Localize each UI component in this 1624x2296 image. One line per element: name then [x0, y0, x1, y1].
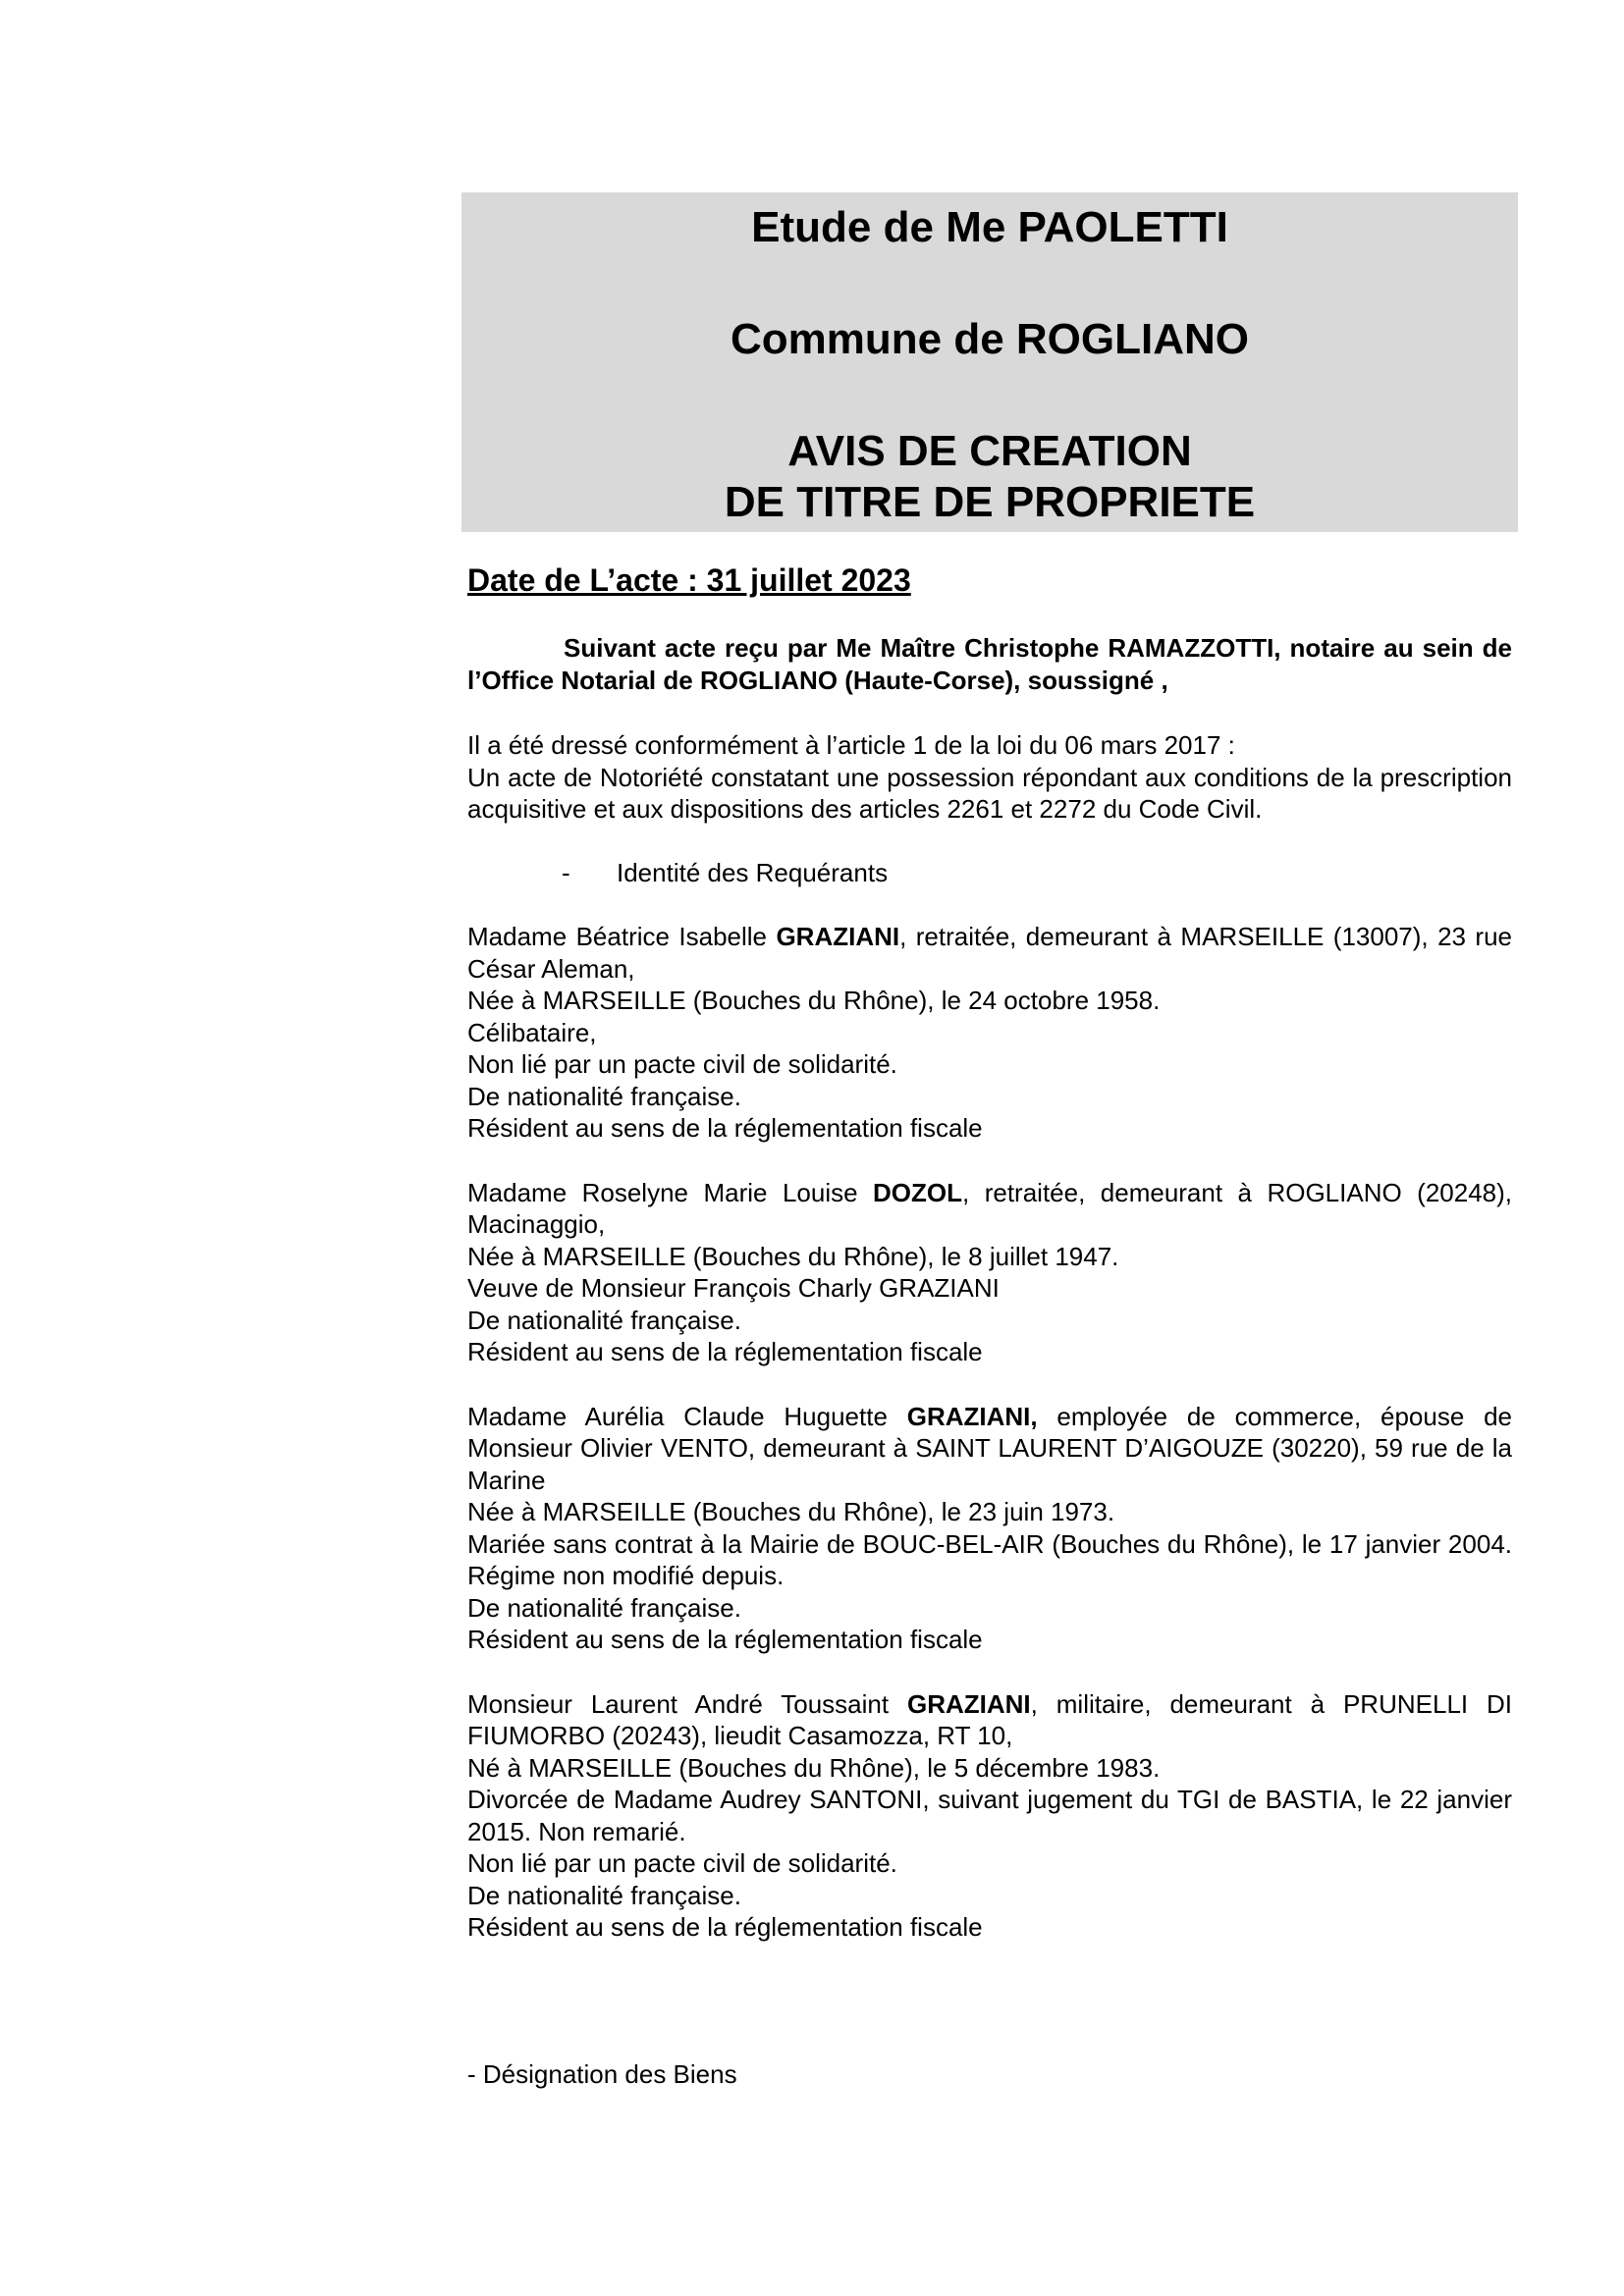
person-identity: Madame Béatrice Isabelle GRAZIANI, retraitée, demeurant à MARSEILLE (13007), 23 rue César Aleman, [467, 922, 1513, 984]
person-surname: DOZOL [873, 1177, 963, 1207]
person-block [467, 921, 1512, 1145]
person-detail: Résident au sens de la réglementation fiscale [467, 1625, 983, 1654]
avis-title-line1: AVIS DE CREATION [787, 427, 1192, 475]
avis-title-line2: DE TITRE DE PROPRIETE [724, 478, 1256, 526]
person-detail: Résident au sens de la réglementation fiscale [467, 1337, 983, 1366]
person-detail: Née à MARSEILLE (Bouches du Rhône), le 24 octobre 1958. [467, 986, 1161, 1015]
person-detail: Né à MARSEILLE (Bouches du Rhône), le 5 décembre 1983. [467, 1752, 1161, 1783]
section-requerants-label: Identité des Requérants [617, 857, 889, 887]
intro-paragraph: Suivant acte reçu par Me Maître Christophe RAMAZZOTTI, notaire au sein de l’Office Notarial de ROGLIANO (Haute-Corse), soussigné , [467, 633, 1512, 695]
commune-title: Commune de ROGLIANO [730, 315, 1250, 363]
notoriete-paragraph: Un acte de Notoriété constatant une possession répondant aux conditions de la prescription acquisitive et aux dispositions des articles 2261 et 2272 du Code Civil. [467, 762, 1512, 824]
section-requerants [467, 857, 1512, 889]
person-detail: Non lié par un pacte civil de solidarité. [467, 1049, 897, 1079]
person-identity: Madame Roselyne Marie Louise DOZOL, retraitée, demeurant à ROGLIANO (20248), Macinaggio, [467, 1177, 1513, 1239]
person-detail: De nationalité française. [467, 1081, 741, 1111]
person-detail: Non lié par un pacte civil de solidarité. [467, 1848, 897, 1878]
person-detail: De nationalité française. [467, 1880, 741, 1910]
person-block [467, 1401, 1512, 1656]
document-body [467, 561, 1512, 1944]
dresse-block [467, 729, 1512, 826]
person-detail: Née à MARSEILLE (Bouches du Rhône), le 23 juin 1973. [467, 1497, 1115, 1526]
person-detail: Mariée sans contrat à la Mairie de BOUC-BEL-AIR (Bouches du Rhône), le 17 janvier 2004. Régime non modifié depuis. [467, 1528, 1512, 1590]
person-detail: Résident au sens de la réglementation fiscale [467, 1912, 983, 1942]
person-detail: Née à MARSEILLE (Bouches du Rhône), le 8 juillet 1947. [467, 1241, 1119, 1271]
person-surname: GRAZIANI, [906, 1401, 1038, 1431]
person-identity: Madame Aurélia Claude Huguette GRAZIANI, employée de commerce, épouse de Monsieur Olivier VENTO, demeurant à SAINT LAURENT D’AIGOUZE (30220), 59 rue de la Marine [467, 1401, 1512, 1495]
person-detail: Veuve de Monsieur François Charly GRAZIANI [467, 1273, 1000, 1303]
etude-title: Etude de Me PAOLETTI [751, 203, 1228, 251]
person-detail: Résident au sens de la réglementation fiscale [467, 1113, 983, 1143]
person-block [467, 1688, 1512, 1944]
dresse-line: Il a été dressé conformément à l’article 1 de la loi du 06 mars 2017 : [467, 730, 1235, 760]
person-detail: De nationalité française. [467, 1305, 741, 1335]
person-identity: Monsieur Laurent André Toussaint GRAZIANI, militaire, demeurant à PRUNELLI DI FIUMORBO (20243), lieudit Casamozza, RT 10, [467, 1688, 1513, 1750]
header-box [461, 192, 1518, 532]
person-detail: Célibataire, [467, 1017, 597, 1047]
person-surname: GRAZIANI [906, 1688, 1031, 1719]
designation-biens: - Désignation des Biens [467, 2059, 737, 2089]
bullet-dash: - [562, 857, 570, 887]
person-surname: GRAZIANI [776, 922, 900, 951]
person-detail: Divorcée de Madame Audrey SANTONI, suivant jugement du TGI de BASTIA, le 22 janvier 2015. Non remarié. [467, 1785, 1512, 1846]
person-detail: De nationalité française. [467, 1592, 741, 1623]
date-acte: Date de L’acte : 31 juillet 2023 [467, 562, 911, 598]
person-block [467, 1177, 1512, 1368]
